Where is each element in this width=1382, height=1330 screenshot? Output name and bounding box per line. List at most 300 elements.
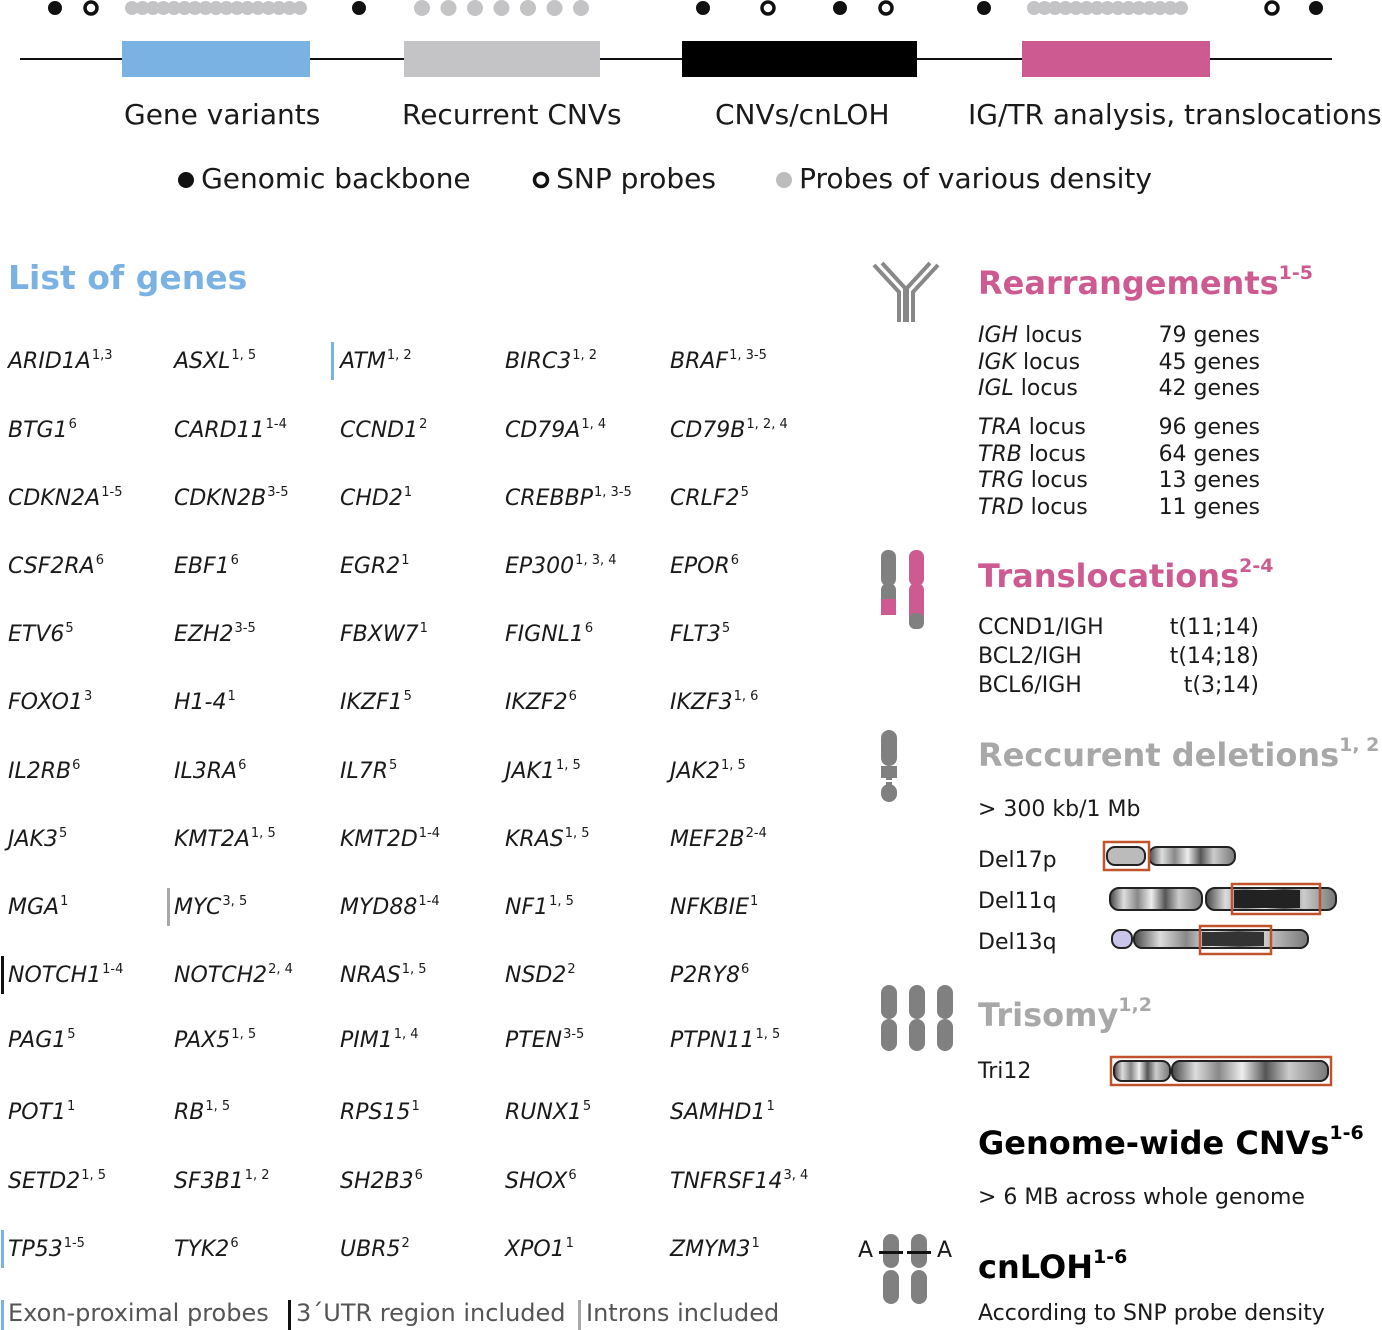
gene-refs: 1-4 [418,826,441,841]
gene-entry [8,962,123,988]
gene-entry [670,1099,775,1125]
locus-word: locus [1021,415,1086,440]
gene-entry [505,962,576,988]
exon-legend-bar [1,1300,4,1330]
gene-entry [8,758,80,784]
gene-name: ETV6 [8,622,65,647]
gene-name: NOTCH2 [174,963,268,988]
genes-title: List of genes [8,258,248,297]
gene-refs: 1, 5 [231,1027,257,1042]
gene-name: ASXL [174,349,231,374]
gene-count: 64 genes [1158,441,1260,467]
gene-refs: 1, 4 [393,1027,419,1042]
gene-name: P2RY8 [670,963,740,988]
probe-dots [48,0,1323,16]
gene-refs: 1 [419,621,428,636]
gene-entry [8,1027,76,1053]
trisomy-chromosomes-icon [878,983,954,1055]
gene-entry [340,962,427,988]
gene-name: IKZF3 [670,690,733,715]
gene-entry [8,894,68,920]
gene-refs: 6 [568,1168,577,1183]
gene-entry [670,689,758,715]
translocation-pair: BCL2/IGH [978,644,1082,669]
gene-refs: 1, 3-5 [729,348,767,363]
gene-entry [505,689,577,715]
gene-refs: 6 [238,758,247,773]
backbone-dot [48,1,62,15]
gene-entry [505,485,632,511]
gene-entry [174,689,236,715]
chromosome-11 [1110,884,1336,914]
gene-refs: 3, 5 [222,894,248,909]
snp-probe-ring-icon [531,170,551,190]
gene-entry [8,1168,106,1194]
locus-gene: TRA [978,415,1022,440]
gene-name: CCND1 [340,418,419,443]
rearrangements-title [978,262,1313,302]
gene-count: 42 genes [1158,376,1260,401]
gene-name: CARD11 [174,418,265,443]
gene-name: BIRC3 [505,349,572,374]
backbone-dot [696,1,710,15]
gene-entry [340,826,440,852]
gene-refs: 1, 5 [231,348,257,363]
rearrangements-refs: 1-5 [1278,262,1313,284]
trisomy-refs: 1,2 [1118,994,1152,1016]
density-probe-dot [520,0,536,16]
gene-refs: 3-5 [234,621,256,636]
del17p-label: Del17p [978,848,1057,873]
gene-entry [8,689,92,715]
gene-name: CDKN2A [8,486,101,511]
gene-entry [505,621,593,647]
gene-refs: 1-4 [265,417,287,432]
locus-row [978,442,1260,467]
gene-refs: 1 [766,1099,775,1114]
gene-refs: 1, 5 [81,1168,107,1183]
translocation-row [978,644,1259,669]
density-probe-dot [573,0,589,16]
gene-entry [340,417,427,443]
translocations-title-text: Translocations [978,557,1240,595]
locus-gene: IGK [978,349,1016,375]
segment-label-gene-variants: Gene variants [124,98,321,131]
gene-refs: 1 [67,1099,76,1114]
gene-refs: 1, 5 [755,1027,781,1042]
gene-name: JAK2 [670,759,720,784]
density-probe-dot [467,0,483,16]
gene-entry [8,1099,75,1125]
gene-refs: 1, 2 [386,348,412,363]
gene-name: PTEN [505,1028,563,1053]
gene-entry [670,826,767,852]
gene-entry [340,1027,419,1053]
gene-refs: 6 [414,1168,423,1183]
gene-refs: 1 [751,1236,760,1251]
probe-legend-snp [531,162,716,195]
gene-refs: 3 [83,689,93,704]
gene-name: NSD2 [505,963,567,988]
locus-gene: IGH [978,323,1019,348]
gene-entry [340,758,397,784]
gene-name: ZMYM3 [670,1237,751,1262]
gene-name: PAX5 [174,1028,231,1053]
gene-refs: 5 [582,1099,592,1114]
gene-name: IL2RB [8,759,72,784]
gene-entry [670,894,758,920]
rearrangements-title-text: Rearrangements [978,264,1279,302]
gene-entry [670,1027,780,1053]
gene-entry [505,1027,584,1053]
probe-legend-density [774,162,1152,195]
gene-name: RPS15 [340,1100,411,1125]
gene-refs: 1, 5 [250,826,276,841]
gene-name: IL3RA [174,759,238,784]
density-probes-group [414,0,589,16]
gene-refs: 3-5 [563,1027,585,1042]
locus-row [978,376,1260,401]
gene-count: 11 genes [1158,494,1260,520]
gene-entry [670,621,730,647]
snp-probe-ring [1266,2,1278,14]
gene-name: SETD2 [8,1169,81,1194]
gene-entry [505,1236,574,1262]
deletions-size: > 300 kb/1 Mb [978,797,1141,822]
gene-refs: 2 [567,962,576,977]
gene-entry [174,485,289,511]
legend-label: Probes of various density [799,162,1152,195]
gene-entry [340,689,412,715]
utr-legend-bar [288,1300,291,1330]
gene-name: EBF1 [174,554,230,579]
gene-name: KMT2D [340,827,418,852]
locus-row [978,415,1260,440]
gene-refs: 6 [730,553,740,568]
chromosome-13 [1112,926,1308,954]
gene-entry [670,1236,760,1262]
gene-refs: 1, 6 [733,689,759,704]
gene-refs: 1 [750,894,759,909]
gene-entry [340,553,410,579]
gene-refs: 1,3 [91,348,113,363]
gene-refs: 1, 2, 4 [746,417,788,432]
segment-recurrent-cnvs [404,41,600,77]
intron-legend-bar [578,1300,581,1330]
gene-name: UBR5 [340,1237,401,1262]
gene-count: 79 genes [1158,323,1260,348]
exon-marker-atm [331,342,334,380]
genome-wide-refs: 1-6 [1329,1122,1364,1144]
gene-refs: 6 [68,417,77,432]
gene-refs: 1-5 [101,485,123,500]
genome-wide-title-text: Genome-wide CNVs [978,1124,1330,1162]
backbone-dot [352,1,366,15]
legend-label: Genomic backbone [201,162,471,195]
density-probe-dot [1174,1,1188,15]
deletions-title-text: Reccurent deletions [978,736,1340,774]
gene-refs: 2, 4 [268,962,293,977]
density-probe-dot [414,0,430,16]
locus-gene: TRD [978,494,1024,520]
translocation-row [978,615,1259,640]
gene-name: H1-4 [174,690,227,715]
gene-name: SAMHD1 [670,1100,766,1125]
gene-refs: 1 [60,894,69,909]
gene-refs: 1, 5 [401,962,427,977]
gene-entry [505,348,597,374]
gene-entry [670,1168,808,1194]
gene-entry [505,826,590,852]
genome-wide-title [978,1122,1364,1162]
locus-gene: IGL [978,376,1014,401]
gene-entry [174,348,256,374]
backbone-dot [833,1,847,15]
snp-probe-ring [880,2,892,14]
gene-name: PAG1 [8,1028,67,1053]
gene-name: SF3B1 [174,1169,244,1194]
gene-entry [340,348,412,374]
gene-name: POT1 [8,1100,67,1125]
gene-name: KMT2A [174,827,250,852]
translocation-pair: BCL6/IGH [978,673,1082,698]
gene-name: RUNX1 [505,1100,582,1125]
gene-refs: 5 [58,826,68,841]
gene-entry [505,553,617,579]
gene-refs: 6 [230,1236,239,1251]
density-probes-group [125,1,307,15]
exon-marker-tp53 [1,1230,4,1268]
gene-entry [670,962,749,988]
gene-name: ATM [340,349,386,374]
gene-refs: 1 [411,1099,420,1114]
gene-entry [670,758,746,784]
translocation-pair: CCND1/IGH [978,615,1104,640]
translocation-code: t(3;14) [1183,673,1259,698]
gene-name: IKZF1 [340,690,403,715]
gene-name: CRLF2 [670,486,740,511]
segment-label-cnvs-cnloh: CNVs/cnLOH [715,98,890,131]
gene-name: NRAS [340,963,401,988]
deletion-chromosome-icon [878,728,902,806]
density-probe-dot-icon [774,170,794,190]
gene-refs: 1, 5 [720,758,746,773]
locus-row [978,350,1260,375]
intron-marker-myc [167,888,170,926]
segment-label-recurrent-cnvs: Recurrent CNVs [402,98,622,131]
gene-entry [340,485,412,511]
locus-row [978,468,1260,493]
gene-entry [340,1099,420,1125]
gene-count: 45 genes [1158,349,1260,375]
segment-cnvs-cnloh [682,41,917,77]
gene-entry [8,826,67,852]
translocations-refs: 2-4 [1239,555,1274,577]
gene-refs: 1, 2 [244,1168,270,1183]
gene-refs: 5 [721,621,731,636]
gene-name: TYK2 [174,1237,230,1262]
chromosome-17 [1104,842,1235,870]
gene-name: RB [174,1100,205,1125]
gene-entry [8,348,113,374]
gene-name: CD79B [670,418,746,443]
gene-name: NOTCH1 [8,963,102,988]
gene-refs: 3, 4 [783,1168,809,1183]
deletion-karyograms [1100,838,1350,958]
del11q-label: Del11q [978,889,1057,914]
gene-entry [670,553,739,579]
gene-refs: 1-5 [63,1236,85,1251]
locus-gene: TRB [978,441,1022,467]
gene-name: FLT3 [670,622,721,647]
gene-name: MGA [8,895,60,920]
segment-gene-variants [122,41,310,77]
gene-entry [505,1099,591,1125]
gene-refs: 6 [95,553,105,568]
gene-name: BTG1 [8,418,68,443]
gene-name: MEF2B [670,827,745,852]
deletions-refs: 1, 2 [1339,734,1380,756]
gene-name: PIM1 [340,1028,393,1053]
locus-word: locus [1013,376,1078,401]
gene-name: SH2B3 [340,1169,414,1194]
genomic-backbone-dot-icon [176,170,196,190]
probe-legend-backbone [176,162,471,195]
gene-refs: 2-4 [745,826,767,841]
cnloh-text: According to SNP probe density [978,1301,1325,1326]
gene-refs: 1, 5 [205,1099,231,1114]
gene-name: JAK1 [505,759,555,784]
intron-legend-label: Introns included [586,1299,780,1327]
gene-name: KRAS [505,827,564,852]
gene-refs: 3-5 [267,485,289,500]
cnloh-title [978,1246,1127,1286]
gene-entry [174,1168,270,1194]
gene-name: CREBBP [505,486,593,511]
locus-word: locus [1023,468,1088,493]
trisomy-title-text: Trisomy [978,996,1119,1034]
gene-name: XPO1 [505,1237,565,1262]
gene-entry [174,758,246,784]
gene-entry [340,1168,423,1194]
legend-label: SNP probes [556,162,716,195]
gene-refs: 6 [584,621,594,636]
gene-entry [505,1168,577,1194]
gene-entry [340,621,428,647]
gene-entry [174,553,239,579]
locus-word: locus [1023,494,1088,520]
tri12-karyogram [1106,1054,1336,1088]
backbone-dot [1309,1,1323,15]
gene-name: CDKN2B [174,486,267,511]
density-probe-dot [547,0,563,16]
gene-count: 13 genes [1158,468,1260,493]
gene-refs: 1 [565,1236,574,1251]
gene-name: NFKBIE [670,895,750,920]
gene-refs: 5 [65,621,74,636]
gene-refs: 1, 3-5 [594,485,632,500]
locus-word: locus [1015,349,1081,375]
gene-name: CHD2 [340,486,403,511]
backbone-dot [977,1,991,15]
gene-name: TP53 [8,1237,63,1262]
gene-entry [174,1236,239,1262]
gene-entry [8,485,122,511]
gene-entry [8,621,74,647]
gene-refs: 1 [227,689,236,704]
snp-probe-ring [762,2,774,14]
density-probe-dot [441,0,457,16]
translocation-code: t(14;18) [1169,644,1259,669]
gene-name: BRAF [670,349,729,374]
gene-count: 96 genes [1158,415,1260,440]
gene-refs: 5 [389,758,398,773]
cnloh-allele-right: A [937,1238,953,1263]
gene-entry [174,417,287,443]
cnloh-allele-left: A [858,1238,874,1263]
gene-refs: 1, 5 [564,826,590,841]
gene-refs: 6 [72,758,81,773]
locus-row [978,323,1260,348]
cnloh-title-text: cnLOH [978,1248,1093,1286]
exon-legend-label: Exon-proximal probes [8,1299,269,1327]
density-probes-group [1027,1,1188,15]
antibody-icon [868,262,944,324]
gene-name: EPOR [670,554,730,579]
translocation-chromosomes-icon [878,547,926,633]
density-probe-dot [293,1,307,15]
deletions-title [978,734,1379,774]
utr-marker-notch1 [1,956,4,994]
segment-ig-tr [1022,41,1210,77]
density-probe-dot [494,0,510,16]
gene-entry [670,485,749,511]
gene-entry [670,348,767,374]
gene-refs: 6 [230,553,239,568]
segment-label-ig-tr: IG/TR analysis, translocations [968,98,1382,131]
gene-name: MYD88 [340,895,418,920]
gene-name: IKZF2 [505,690,568,715]
gene-name: TNFRSF14 [670,1169,783,1194]
gene-refs: 6 [741,962,750,977]
gene-entry [8,417,77,443]
gene-name: CD79A [505,418,581,443]
translocation-row [978,673,1259,698]
gene-refs: 5 [403,689,412,704]
gene-refs: 1, 5 [555,758,581,773]
cnloh-refs: 1-6 [1092,1246,1128,1268]
gene-refs: 6 [568,689,577,704]
gene-name: MYC [174,895,222,920]
gene-name: CSF2RA [8,554,95,579]
gene-entry [670,417,788,443]
gene-refs: 1, 3, 4 [575,553,617,568]
gene-name: FBXW7 [340,622,419,647]
cnloh-chromosomes-icon [878,1232,934,1308]
gene-refs: 1-4 [102,962,124,977]
locus-word: locus [1021,441,1086,467]
gene-name: EZH2 [174,622,234,647]
gene-entry [174,1027,256,1053]
gene-name: ARID1A [8,349,91,374]
translocations-title [978,555,1273,595]
gene-entry [174,826,276,852]
gene-refs: 5 [67,1027,76,1042]
gene-refs: 1 [403,485,413,500]
gene-name: PTPN11 [670,1028,755,1053]
gene-name: EP300 [505,554,575,579]
gene-refs: 1 [401,553,410,568]
